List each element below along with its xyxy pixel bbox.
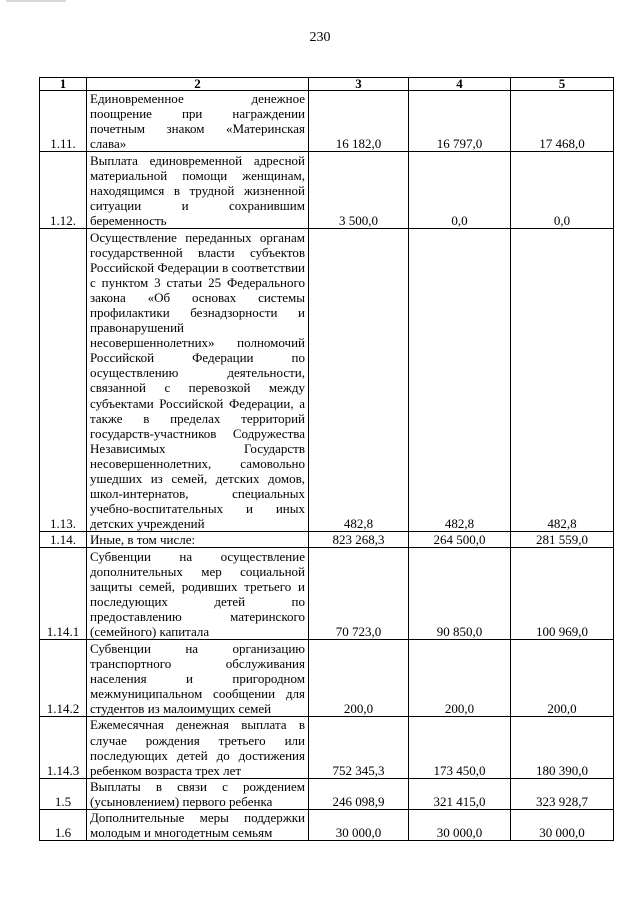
row-number: 1.5 <box>40 778 87 809</box>
row-value-col4: 16 797,0 <box>409 91 511 152</box>
row-description: Субвенции на осуществление дополнительных мер социальной защиты семей, родивших третьего и последующих детей по предоставлению материнского (семейного) капитала <box>87 548 309 640</box>
table-header-row <box>40 78 614 91</box>
row-description: Осуществление переданных органам государственной власти субъектов Российской Федерации в соответствии с пунктом 3 статьи 25 Федерального закона «Об основах системы профилактики безнадзорности и правонарушений несовершеннолетних» полномочий Российской Федерации по осуществлению деятельности, связанной с перевозкой между субъектами Российской Федерации, а также в пределах территорий государств-участников Содружества Независимых Государств несовершеннолетних, самовольно ушедших из семей, детских домов, школ-интернатов, специальных учебно-воспитательных и иных детских учреждений <box>87 229 309 532</box>
table-row <box>40 640 614 717</box>
row-value-col5: 100 969,0 <box>511 548 614 640</box>
row-number: 1.12. <box>40 152 87 229</box>
row-value-col3: 482,8 <box>309 229 409 532</box>
table-row <box>40 810 614 841</box>
table-row <box>40 229 614 532</box>
row-value-col5: 281 559,0 <box>511 532 614 548</box>
budget-table <box>39 77 614 841</box>
row-value-col3: 30 000,0 <box>309 810 409 841</box>
row-value-col3: 823 268,3 <box>309 532 409 548</box>
header-col-4: 4 <box>409 78 511 91</box>
row-value-col3: 70 723,0 <box>309 548 409 640</box>
row-value-col5: 17 468,0 <box>511 91 614 152</box>
table-row <box>40 152 614 229</box>
header-col-2: 2 <box>87 78 309 91</box>
row-value-col3: 200,0 <box>309 640 409 717</box>
header-col-3: 3 <box>309 78 409 91</box>
row-value-col4: 30 000,0 <box>409 810 511 841</box>
table-row <box>40 717 614 778</box>
row-number: 1.14.3 <box>40 717 87 778</box>
row-description: Ежемесячная денежная выплата в случае рождения третьего или последующих детей до достижения ребенком возраста трех лет <box>87 717 309 778</box>
row-value-col5: 0,0 <box>511 152 614 229</box>
page-number: 230 <box>309 30 331 45</box>
row-description: Иные, в том числе: <box>87 532 309 548</box>
row-value-col3: 752 345,3 <box>309 717 409 778</box>
row-value-col5: 200,0 <box>511 640 614 717</box>
row-value-col4: 482,8 <box>409 229 511 532</box>
row-value-col4: 90 850,0 <box>409 548 511 640</box>
row-value-col4: 0,0 <box>409 152 511 229</box>
row-value-col4: 200,0 <box>409 640 511 717</box>
row-number: 1.13. <box>40 229 87 532</box>
row-value-col5: 30 000,0 <box>511 810 614 841</box>
table-row <box>40 548 614 640</box>
row-value-col3: 3 500,0 <box>309 152 409 229</box>
row-value-col4: 264 500,0 <box>409 532 511 548</box>
row-value-col3: 246 098,9 <box>309 778 409 809</box>
table-row <box>40 532 614 548</box>
header-col-1: 1 <box>40 78 87 91</box>
table-row <box>40 91 614 152</box>
row-description: Единовременное денежное поощрение при награждении почетным знаком «Материнская слава» <box>87 91 309 152</box>
row-description: Субвенции на организацию транспортного обслуживания населения и пригородном межмуниципальном сообщении для студентов из малоимущих семей <box>87 640 309 717</box>
row-number: 1.14.2 <box>40 640 87 717</box>
table-row <box>40 778 614 809</box>
row-value-col5: 323 928,7 <box>511 778 614 809</box>
row-description: Выплаты в связи с рождением (усыновлением) первого ребенка <box>87 778 309 809</box>
row-value-col5: 482,8 <box>511 229 614 532</box>
row-value-col4: 173 450,0 <box>409 717 511 778</box>
row-value-col4: 321 415,0 <box>409 778 511 809</box>
row-number: 1.14. <box>40 532 87 548</box>
row-value-col5: 180 390,0 <box>511 717 614 778</box>
row-value-col3: 16 182,0 <box>309 91 409 152</box>
header-col-5: 5 <box>511 78 614 91</box>
row-description: Дополнительные меры поддержки молодым и многодетным семьям <box>87 810 309 841</box>
row-number: 1.6 <box>40 810 87 841</box>
row-number: 1.11. <box>40 91 87 152</box>
row-description: Выплата единовременной адресной материальной помощи женщинам, находящимся в трудной жизненной ситуации и сохранившим беременность <box>87 152 309 229</box>
scan-edge-mark <box>6 0 66 2</box>
row-number: 1.14.1 <box>40 548 87 640</box>
